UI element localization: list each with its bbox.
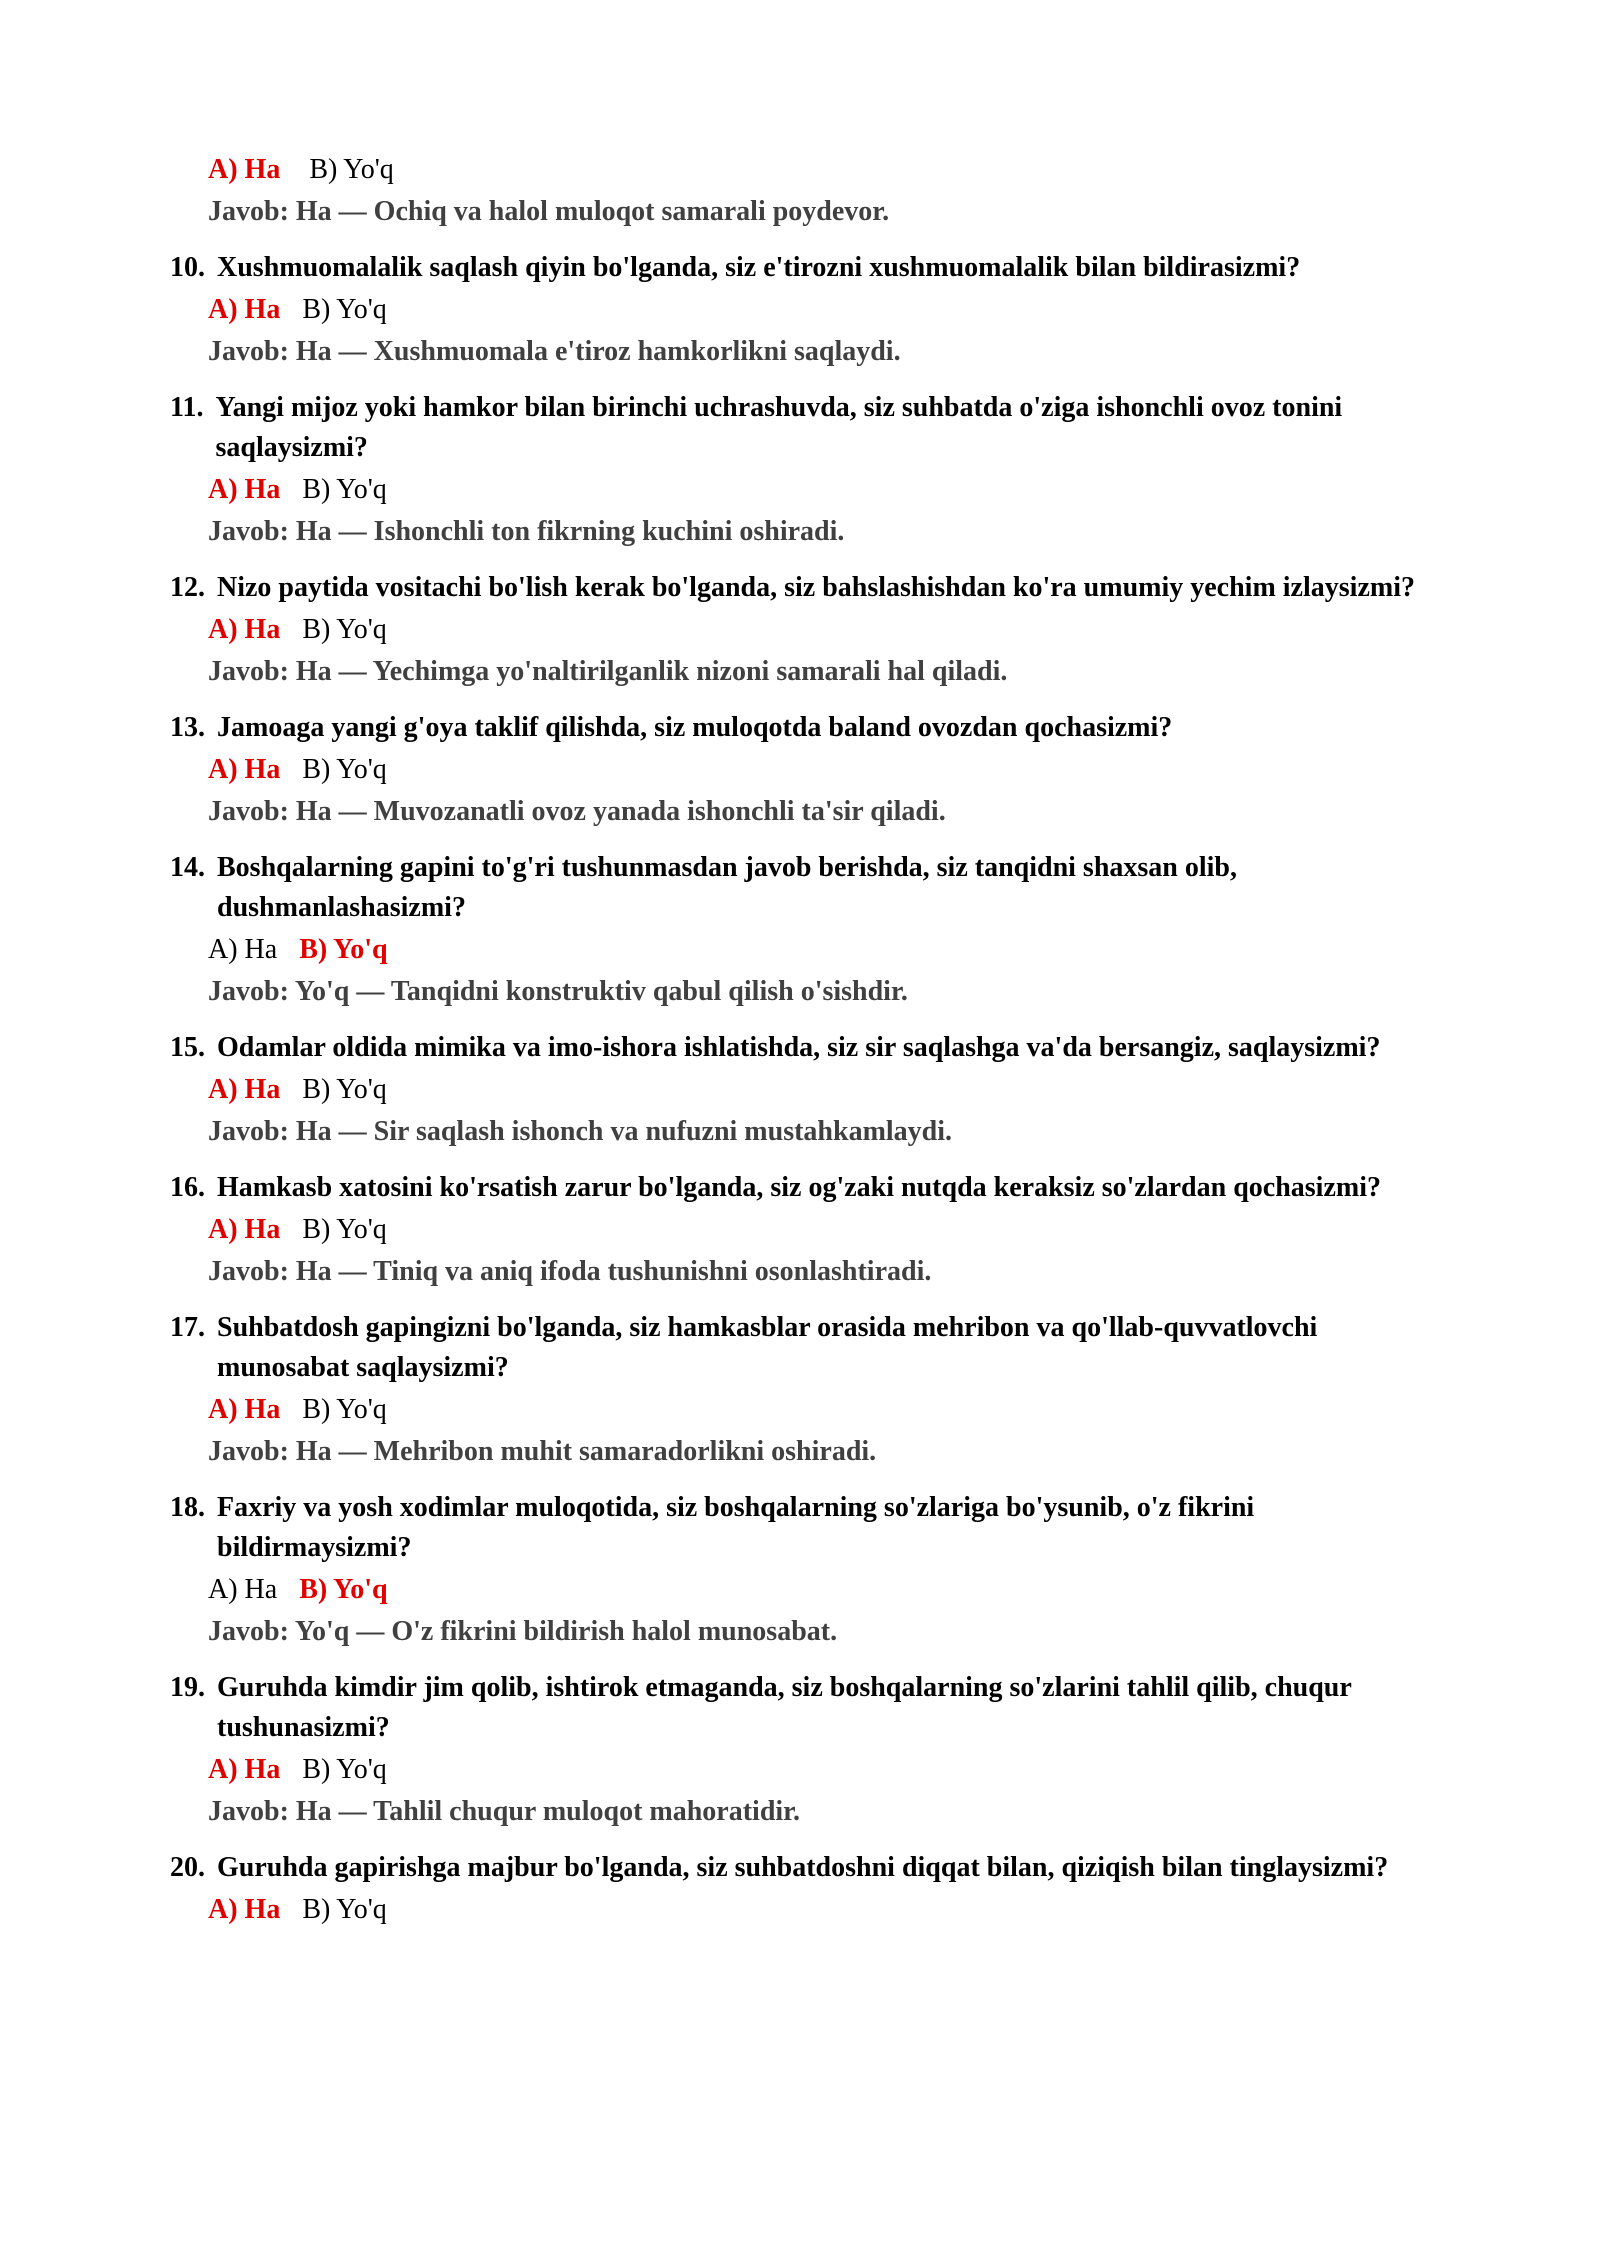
option-b: B) Yo'q — [299, 934, 388, 965]
answer-line: Javob: Ha — Ochiq va halol muloqot samarali poydevor. — [208, 196, 890, 227]
option-a: A) Ha — [208, 1074, 281, 1105]
option-b: B) Yo'q — [302, 1394, 387, 1425]
spacer — [170, 692, 1440, 708]
question-text: Guruhda gapirishga majbur bo'lganda, siz suhbatdoshni diqqat bilan, qiziqish bilan tinglaysizmi? — [217, 1852, 1389, 1883]
question-block — [170, 848, 1440, 1012]
spacer — [170, 1012, 1440, 1028]
option-a: A) Ha — [208, 754, 281, 785]
answer-options — [208, 1570, 1440, 1612]
question-number: 11. — [170, 392, 204, 423]
question-text: Faxriy va yosh xodimlar muloqotida, siz boshqalarning so'zlariga bo'ysunib, o'z fikrini bildirmaysizmi? — [217, 1492, 1255, 1563]
option-b: B) Yo'q — [302, 1074, 387, 1105]
answer-line: Javob: Ha — Muvozanatli ovoz yanada ishonchli ta'sir qiladi. — [208, 796, 946, 827]
question-text: Nizo paytida vositachi bo'lish kerak bo'lganda, siz bahslashishdan ko'ra umumiy yechim izlaysizmi? — [217, 572, 1415, 603]
answer-line: Javob: Ha — Yechimga yo'naltirilganlik nizoni samarali hal qiladi. — [208, 656, 1008, 687]
spacer — [170, 372, 1440, 388]
answer-options — [208, 750, 1440, 792]
question-text: Odamlar oldida mimika va imo-ishora ishlatishda, siz sir saqlashga va'da bersangiz, saqlaysizmi? — [217, 1032, 1381, 1063]
question-text: Jamoaga yangi g'oya taklif qilishda, siz muloqotda baland ovozdan qochasizmi? — [217, 712, 1173, 743]
question-text: Boshqalarning gapini to'g'ri tushunmasdan javob berishda, siz tanqidni shaxsan olib, dushmanlashasizmi? — [217, 852, 1238, 923]
option-b: B) Yo'q — [302, 1894, 387, 1925]
quiz-content — [170, 150, 1440, 1932]
question-block — [170, 1168, 1440, 1292]
option-a: A) Ha — [208, 294, 281, 325]
answer-line: Javob: Ha — Tiniq va aniq ifoda tushunishni osonlashtiradi. — [208, 1256, 932, 1287]
question-line — [170, 848, 1440, 928]
spacer — [170, 1152, 1440, 1168]
option-a: A) Ha — [208, 1894, 281, 1925]
question-number: 16. — [170, 1172, 205, 1203]
spacer — [170, 552, 1440, 568]
question-line — [170, 1028, 1440, 1068]
option-b: B) Yo'q — [302, 754, 387, 785]
lead-block — [170, 150, 1440, 232]
answer-line: Javob: Ha — Ishonchli ton fikrning kuchini oshiradi. — [208, 516, 845, 547]
spacer — [170, 832, 1440, 848]
question-number: 12. — [170, 572, 205, 603]
question-line — [170, 568, 1440, 608]
question-block — [170, 1028, 1440, 1152]
question-text: Xushmuomalalik saqlash qiyin bo'lganda, siz e'tirozni xushmuomalalik bilan bildirasizmi? — [217, 252, 1301, 283]
answer-options — [208, 1070, 1440, 1112]
question-block — [170, 568, 1440, 692]
question-line — [170, 248, 1440, 288]
spacer — [170, 1652, 1440, 1668]
lead-options — [208, 150, 1440, 192]
option-a: A) Ha — [208, 1394, 281, 1425]
question-list — [170, 232, 1440, 1932]
option-b: B) Yo'q — [299, 1574, 388, 1605]
question-line — [170, 1668, 1440, 1748]
spacer — [170, 1832, 1440, 1848]
question-number: 14. — [170, 852, 205, 883]
answer-line: Javob: Ha — Sir saqlash ishonch va nufuzni mustahkamlaydi. — [208, 1116, 953, 1147]
answer-line: Javob: Yo'q — O'z fikrini bildirish halol munosabat. — [208, 1616, 838, 1647]
answer-options — [208, 1210, 1440, 1252]
option-a: A) Ha — [208, 1574, 278, 1605]
question-text: Suhbatdosh gapingizni bo'lganda, siz hamkasblar orasida mehribon va qo'llab-quvvatlovchi munosabat saqlaysizmi? — [217, 1312, 1318, 1383]
question-line — [170, 1168, 1440, 1208]
question-block — [170, 1488, 1440, 1652]
question-line — [170, 708, 1440, 748]
question-number: 18. — [170, 1492, 205, 1523]
answer-line: Javob: Yo'q — Tanqidni konstruktiv qabul qilish o'sishdir. — [208, 976, 908, 1007]
question-line — [170, 1488, 1440, 1568]
question-number: 20. — [170, 1852, 205, 1883]
answer-options — [208, 290, 1440, 332]
question-number: 19. — [170, 1672, 205, 1703]
question-text: Yangi mijoz yoki hamkor bilan birinchi uchrashuvda, siz suhbatda o'ziga ishonchli ovoz tonini saqlaysizmi? — [215, 392, 1343, 463]
answer-line: Javob: Ha — Tahlil chuqur muloqot mahoratidir. — [208, 1796, 801, 1827]
spacer — [170, 1472, 1440, 1488]
answer-options — [208, 470, 1440, 512]
answer-options — [208, 610, 1440, 652]
answer-options — [208, 1890, 1440, 1932]
question-block — [170, 1848, 1440, 1932]
question-block — [170, 708, 1440, 832]
option-b: B) Yo'q — [302, 474, 387, 505]
answer-line: Javob: Ha — Mehribon muhit samaradorlikni oshiradi. — [208, 1436, 877, 1467]
option-b: B) Yo'q — [302, 614, 387, 645]
option-a: A) Ha — [208, 1214, 281, 1245]
question-block — [170, 248, 1440, 372]
answer-options — [208, 1390, 1440, 1432]
question-text: Guruhda kimdir jim qolib, ishtirok etmaganda, siz boshqalarning so'zlarini tahlil qilib, chuqur tushunasizmi? — [217, 1672, 1352, 1743]
option-b: B) Yo'q — [302, 1754, 387, 1785]
question-block — [170, 388, 1440, 552]
answer-options — [208, 1750, 1440, 1792]
answer-line: Javob: Ha — Xushmuomala e'tiroz hamkorlikni saqlaydi. — [208, 336, 901, 367]
question-line — [170, 1848, 1440, 1888]
option-b: B) Yo'q — [309, 154, 394, 185]
question-number: 15. — [170, 1032, 205, 1063]
question-number: 13. — [170, 712, 205, 743]
answer-options — [208, 930, 1440, 972]
question-number: 17. — [170, 1312, 205, 1343]
option-a: A) Ha — [208, 614, 281, 645]
question-line — [170, 388, 1440, 468]
question-number: 10. — [170, 252, 205, 283]
option-a: A) Ha — [208, 154, 281, 185]
option-b: B) Yo'q — [302, 294, 387, 325]
option-a: A) Ha — [208, 1754, 281, 1785]
spacer — [170, 1292, 1440, 1308]
option-b: B) Yo'q — [302, 1214, 387, 1245]
spacer — [170, 232, 1440, 248]
question-block — [170, 1668, 1440, 1832]
question-block — [170, 1308, 1440, 1472]
question-line — [170, 1308, 1440, 1388]
option-a: A) Ha — [208, 474, 281, 505]
question-text: Hamkasb xatosini ko'rsatish zarur bo'lganda, siz og'zaki nutqda keraksiz so'zlardan qochasizmi? — [217, 1172, 1381, 1203]
option-a: A) Ha — [208, 934, 278, 965]
